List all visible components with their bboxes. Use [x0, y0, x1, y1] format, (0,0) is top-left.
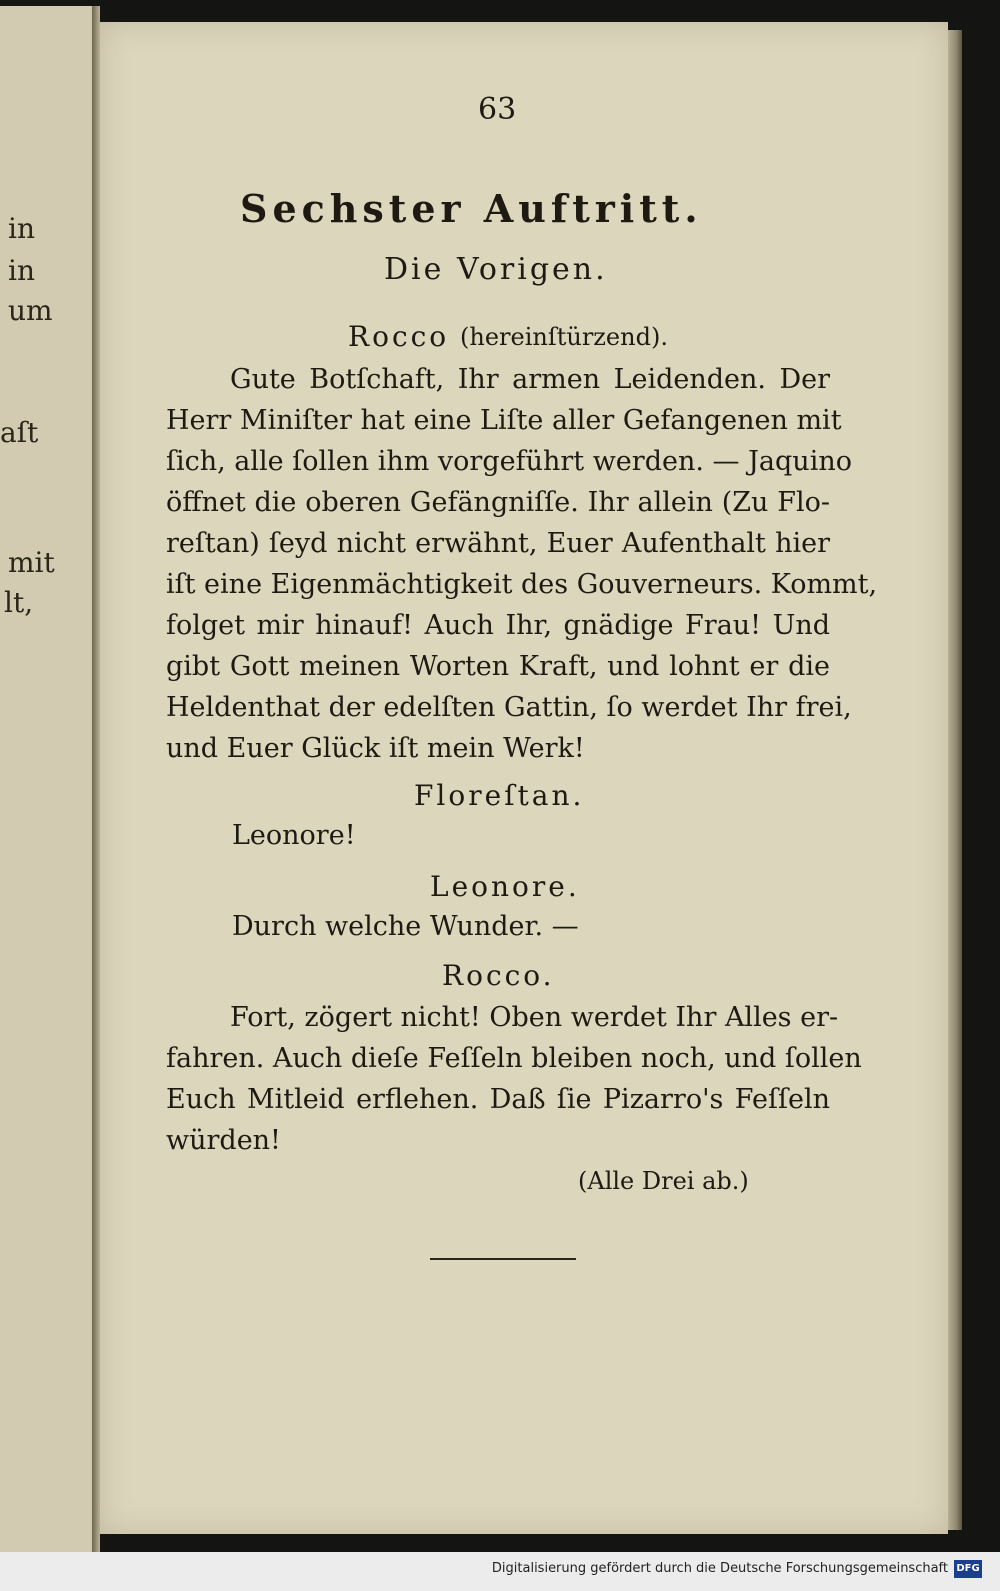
speaker-florestan: Floreſtan.: [414, 779, 585, 812]
text-line: iſt eine Eigenmächtigkeit des Gouverneurs. Kommt,: [166, 569, 878, 600]
stage-direction: (hereinſtürzend).: [460, 323, 668, 351]
prev-page-fragment: lt,: [4, 586, 34, 619]
speaker-rocco: Rocco.: [442, 959, 555, 992]
text-line: gibt Gott meinen Worten Kraft, und lohnt er die: [166, 651, 830, 682]
book-gutter: [92, 6, 100, 1552]
footer-bar: [0, 1552, 1000, 1591]
text-line: fahren. Auch dieſe Feſſeln bleiben noch, und ſollen: [166, 1043, 862, 1074]
previous-page-edge: [0, 6, 94, 1552]
text-line: Gute Botſchaft, Ihr armen Leidenden. Der: [230, 364, 830, 395]
prev-page-fragment: in: [8, 212, 35, 245]
footer-credit: Digitalisierung gefördert durch die Deutsche Forschungsgemeinschaft: [491, 1561, 948, 1576]
prev-page-fragment: aſt: [0, 416, 39, 449]
book-page: [100, 22, 948, 1534]
text-line: Herr Miniſter hat eine Liſte aller Gefangenen mit: [166, 405, 842, 436]
page-number: 63: [478, 92, 517, 127]
scene-heading: Sechster Auftritt.: [240, 186, 703, 231]
text-line: Leonore!: [232, 820, 356, 851]
text-line: Euch Mitleid erflehen. Daß ſie Pizarro's Feſſeln: [166, 1084, 830, 1115]
page-stack-edge: [948, 30, 962, 1530]
prev-page-fragment: um: [8, 294, 53, 327]
end-rule: [430, 1258, 576, 1260]
text-line: folget mir hinauf! Auch Ihr, gnädige Frau! Und: [166, 610, 830, 641]
text-line: öffnet die oberen Gefängniſſe. Ihr allein (Zu Flo-: [166, 487, 830, 518]
dfg-logo: DFG: [954, 1560, 982, 1578]
text-line: Heldenthat der edelſten Gattin, ſo werdet Ihr frei,: [166, 692, 852, 723]
prev-page-fragment: in: [8, 254, 35, 287]
cast-line: Die Vorigen.: [384, 252, 608, 287]
text-line: Fort, zögert nicht! Oben werdet Ihr Alles er-: [230, 1002, 839, 1033]
text-line: und Euer Glück iſt mein Werk!: [166, 733, 585, 764]
text-line: reſtan) ſeyd nicht erwähnt, Euer Aufenthalt hier: [166, 528, 830, 559]
speaker-rocco: Rocco: [348, 320, 450, 353]
prev-page-fragment: mit: [8, 546, 55, 579]
text-line: ſich, alle ſollen ihm vorgeführt werden. — Jaquino: [166, 446, 852, 477]
exit-direction: (Alle Drei ab.): [578, 1167, 749, 1195]
text-line: würden!: [166, 1125, 281, 1156]
text-line: Durch welche Wunder. —: [232, 911, 579, 942]
speaker-leonore: Leonore.: [430, 870, 580, 903]
